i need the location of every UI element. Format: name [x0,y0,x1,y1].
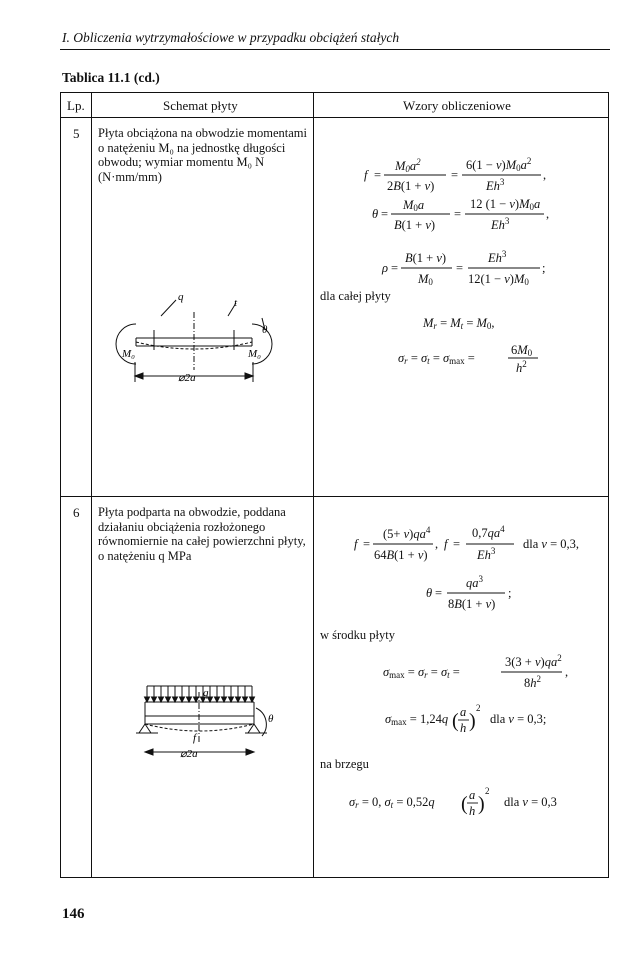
svg-text:=: = [381,207,389,221]
svg-text:64B(1 + ν): 64B(1 + ν) [374,548,428,562]
svg-text:M0a2: $M0a^2$ [395,157,421,174]
svg-text:12(1 − ν)M0: 12(1 − ν)M0 [468,272,529,287]
svg-text:σr = 0, σt = 0,52q: σr = 0, σt = 0,52q [349,795,435,810]
row-5-description: Płyta obciążona na obwodzie momentami o natężeniu M₀ na jednostkę długości obwodu; wymiar momentu M₀ N (N·mm/mm) [98,126,307,184]
load-arrow-head [229,697,234,702]
load-arrow-head [243,697,248,702]
load-arrow-head [194,697,199,702]
load-arrow-head [236,697,241,702]
svg-text:h: h [469,804,476,818]
load-arrow-head [173,697,178,702]
diagram5-m0-left: M₀ [122,348,135,360]
svg-text:8B(1 + ν): 8B(1 + ν) [448,597,496,611]
svg-text:Eh3: Eh$^3$ [488,249,507,265]
diagram5-t-label: t [234,297,238,309]
running-header: I. Obliczenia wytrzymałościowe w przypadku obciążeń stałych [62,30,400,45]
svg-text:2: 2 [485,786,490,796]
svg-text:,: , [435,537,439,551]
svg-text:Mr = Mt = M0,: Mr = Mt = M0, [423,316,495,331]
svg-text:;: ; [508,586,512,600]
svg-text:σmax = 1,24q: σmax = 1,24q [385,712,449,727]
load-arrow-head [159,697,164,702]
svg-text:qa3: $qa^3$ [466,574,483,590]
diagram5-dimension: ⌀2a [178,372,196,384]
load-arrow-head [180,697,185,702]
diagram5-q-label: q [178,291,184,303]
svg-text:=: = [451,168,459,182]
svg-text:h2: $h^2$ [516,359,527,375]
load-arrow-head [152,697,157,702]
svg-text:=: = [435,586,443,600]
svg-text:Eh3: Eh$^3$ [486,177,505,193]
svg-text:8h2: $8h^2$ [524,674,541,690]
svg-text:=: = [363,537,371,551]
load-arrow-head [222,697,227,702]
diagram5-theta-label: θ [262,324,268,336]
svg-text:f: f [444,537,448,551]
svg-text:=: = [391,261,399,275]
svg-text:f: f [364,168,368,182]
svg-text:Eh3: Eh$^3$ [491,216,510,232]
load-arrow-head [145,697,150,702]
svg-text:12 (1 − ν)M0a: 12 (1 − ν)M0a [470,197,541,212]
svg-text:(: ( [452,710,459,732]
column-header-wzory: Wzory obliczeniowe [403,98,511,113]
svg-text:a: a [469,788,476,802]
svg-text:a: a [460,705,467,719]
svg-text:σmax = σr = σt =: σmax = σr = σt = [383,665,460,680]
load-arrow-head [215,697,220,702]
svg-text:dla ν = 0,3,: dla ν = 0,3, [523,537,580,551]
svg-text:M0a: M0a [403,198,425,213]
row-6-description: Płyta podparta na obwodzie, poddana działaniu obciążenia rozłożonego równomiernie na całej powierzchni płyty, o natężeniu q MPa [98,505,306,563]
svg-text:): ) [469,710,476,732]
row-5-label-whole-plate: dla całej płyty [320,289,391,303]
row-6-label-center: w środku płyty [320,628,395,642]
svg-text:,: , [565,665,569,679]
svg-text:0,7qa4: $0,7qa^4$ [472,524,505,540]
svg-text:=: = [454,207,462,221]
svg-text:2: 2 [476,703,481,713]
page-number: 146 [62,906,85,922]
svg-text:M0: M0 [418,272,433,287]
plate-diagram-row5 [116,300,272,382]
svg-text:6(1 − ν)M0a2: $6(1 - \nu)M0a^2$ [466,156,532,173]
svg-text:dla ν = 0,3: dla ν = 0,3 [504,795,557,809]
load-arrow-head [250,697,255,702]
svg-text:θ: θ [426,586,433,600]
svg-text:=: = [374,168,382,182]
svg-text:6M0: 6M0 [511,343,533,358]
svg-text:ρ: ρ [382,261,388,275]
svg-text:dla ν = 0,3;: dla ν = 0,3; [490,712,547,726]
svg-text:=: = [453,537,461,551]
svg-text:,: , [543,168,547,182]
diagram5-m0-right: M₀ [248,348,261,360]
diagram6-f-label: f [193,732,197,744]
svg-text:2B(1 + ν): 2B(1 + ν) [387,179,435,193]
plate-diagram-row6 [136,692,267,755]
svg-text:σr = σt = σmax =: σr = σt = σmax = [398,351,475,366]
load-arrow-head [187,697,192,702]
diagram6-q-label: q [203,687,209,699]
svg-text:h: h [460,721,467,735]
diagram6-theta-label: θ [268,713,274,725]
svg-text:Eh3: Eh$^3$ [477,546,496,562]
column-header-lp: Lp. [67,98,85,113]
column-header-schemat: Schemat płyty [163,98,238,113]
row-6-label-edge: na brzegu [320,757,369,771]
load-arrow-head [166,697,171,702]
svg-text:(5+ ν)qa4: $(5+ \nu)qa^4$ [383,525,431,541]
svg-text:=: = [456,261,464,275]
svg-text:3(3 + ν)qa2: $3(3 + \nu)qa^2$ [505,653,562,669]
svg-text:;: ; [542,261,546,275]
diagram6-dimension: ⌀2a [180,748,198,760]
svg-text:B(1 + ν): B(1 + ν) [405,251,447,265]
svg-text:(: ( [461,793,468,815]
svg-text:θ: θ [372,207,379,221]
svg-text:f: f [354,537,358,551]
svg-text:,: , [546,207,550,221]
row-6-number: 6 [73,505,80,520]
svg-text:B(1 + ν): B(1 + ν) [394,218,436,232]
table-caption: Tablica 11.1 (cd.) [62,70,160,85]
svg-text:): ) [478,793,485,815]
row-5-number: 5 [73,126,80,141]
